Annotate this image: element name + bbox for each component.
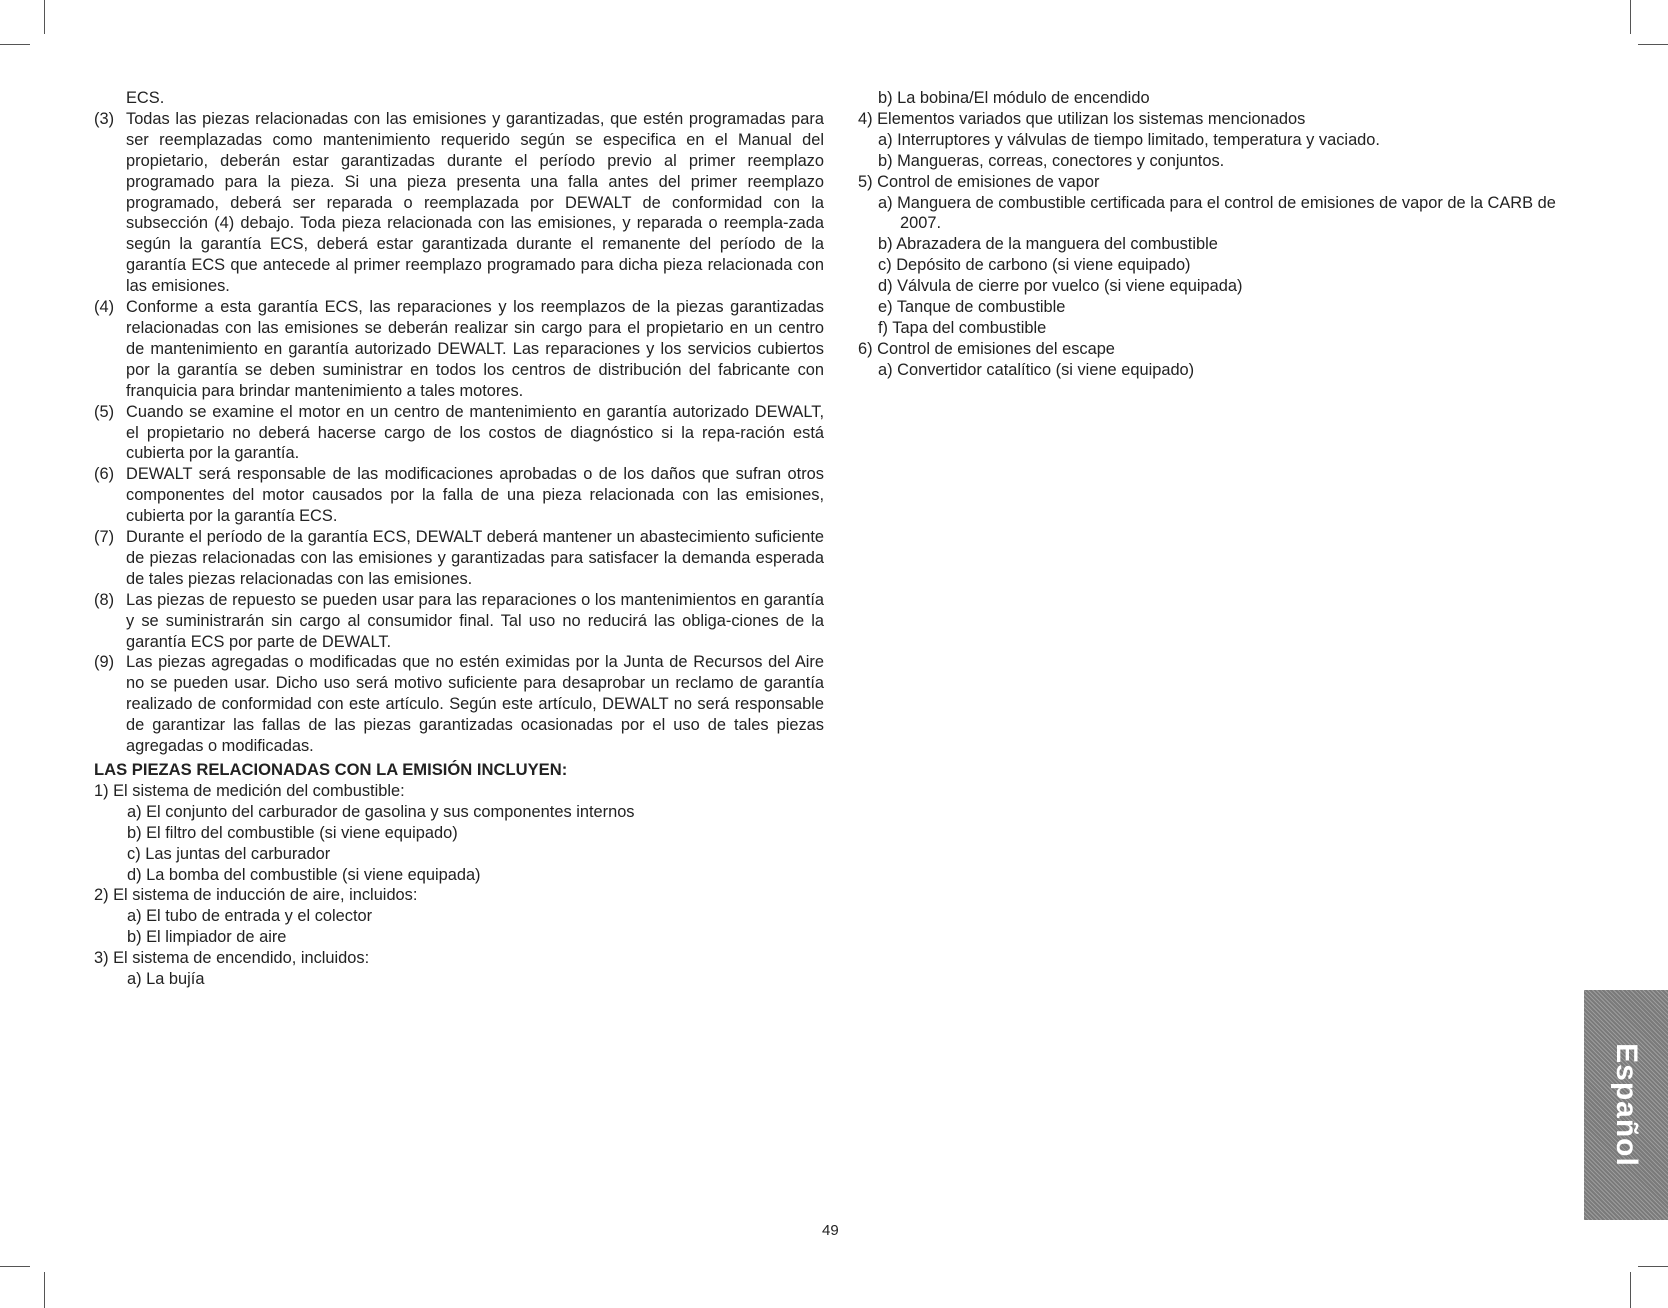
sub-list-item: a) Convertidor catalítico (si viene equipado) [878, 360, 1195, 379]
paragraph-number: (4) [94, 298, 115, 317]
crop-mark [44, 1272, 45, 1308]
language-side-tab [1584, 990, 1668, 1220]
paragraph-number: (7) [94, 528, 115, 547]
paragraph-number: (6) [94, 465, 115, 484]
sub-list-item: c) Las juntas del carburador [127, 844, 331, 863]
list-item: 3) El sistema de encendido, incluidos: [94, 949, 370, 968]
sub-list-item: e) Tanque de combustible [878, 298, 1066, 317]
paragraph-number: (8) [94, 590, 115, 609]
numbered-paragraph [94, 652, 824, 757]
paragraph-text: Todas las piezas relacionadas con las emisiones y garantizadas, que estén programadas para ser reemplazadas como mantenimiento requerido según se especifica en el Manual del propietario, deberán estar garantizadas durante el período previo al primer reemplazo programado para la pieza. Si una pieza presenta una falla antes del primer reemplazo programado, deberá ser reparada o reemplazada por DEWALT de conformidad con la subsección (4) debajo. Toda pieza relacionada con las emisiones, y reparada o reempla-zada según la garantía ECS, deberá estar garantizada durante el remanente del período de la garantía ECS que antecede al primer reemplazo programado para dicha pieza relacionada con las emisiones. [126, 109, 824, 296]
sub-list-item: f) Tapa del combustible [878, 318, 1047, 337]
sub-list-item: a) Interruptores y válvulas de tiempo limitado, temperatura y vaciado. [878, 130, 1380, 149]
list-item: 4) Elementos variados que utilizan los sistemas mencionados [858, 109, 1306, 128]
sub-list-item: c) Depósito de carbono (si viene equipado) [878, 256, 1191, 275]
crop-mark [44, 0, 45, 34]
crop-mark [1638, 44, 1668, 45]
sub-list-item: b) Mangueras, correas, conectores y conjuntos. [878, 151, 1225, 170]
paragraph-text: DEWALT será responsable de las modificaciones aprobadas o de los daños que sufran otros componentes del motor causados por la falla de una pieza relacionada con las emisiones, cubierta por la garantía ECS. [126, 465, 824, 526]
left-column [94, 88, 824, 990]
page-number: 49 [822, 1222, 839, 1239]
crop-mark [1630, 0, 1631, 34]
sub-list-item: a) Manguera de combustible certificada para el control de emisiones de vapor de la CARB de 2007. [878, 193, 1556, 233]
right-column [858, 88, 1586, 381]
crop-mark [0, 1266, 30, 1267]
numbered-paragraph [94, 109, 824, 297]
numbered-paragraph [94, 590, 824, 653]
list-item: 2) El sistema de inducción de aire, incluidos: [94, 886, 418, 905]
sub-list-item: b) La bobina/El módulo de encendido [878, 89, 1150, 107]
paragraph-text: Conforme a esta garantía ECS, las reparaciones y los reemplazos de la piezas garantizadas relacionadas con las emisiones se deberán realizar sin cargo para el propietario en un centro de mantenimiento en garantía autorizado DEWALT. Las reparaciones y los servicios cubiertos por la garantía se deben suministrar en todos los centros de distribución del fabricante con franquicia para brindar mantenimiento a tales motores. [126, 298, 824, 400]
sub-list-item: a) El tubo de entrada y el colector [127, 907, 373, 926]
crop-mark [0, 44, 30, 45]
list-item: 6) Control de emisiones del escape [858, 339, 1115, 358]
crop-mark [1638, 1266, 1668, 1267]
crop-mark [1630, 1272, 1631, 1308]
lead-text: ECS. [126, 89, 165, 107]
numbered-paragraph [94, 402, 824, 465]
sub-list-item: b) Abrazadera de la manguera del combustible [878, 235, 1218, 254]
paragraph-number: (3) [94, 109, 115, 128]
numbered-paragraph [94, 527, 824, 590]
section-heading: LAS PIEZAS RELACIONADAS CON LA EMISIÓN INCLUYEN: [94, 760, 568, 779]
sub-list-item: a) El conjunto del carburador de gasolina y sus componentes internos [127, 802, 635, 821]
numbered-paragraph [94, 464, 824, 527]
list-item: 1) El sistema de medición del combustible: [94, 781, 405, 800]
paragraph-text: Cuando se examine el motor en un centro de mantenimiento en garantía autorizado DEWALT, el propietario no deberá hacerse cargo de los costos de diagnóstico si la repa-ración está cubierta por la garantía. [126, 402, 824, 463]
sub-list-item: d) Válvula de cierre por vuelco (si viene equipada) [878, 277, 1243, 296]
paragraph-text: Las piezas agregadas o modificadas que no estén eximidas por la Junta de Recursos del Aire no se pueden usar. Dicho uso será motivo suficiente para desaprobar un reclamo de garantía realizado de conformidad con este artículo. Según este artículo, DEWALT no será responsable de garantizar las fallas de las piezas garantizadas ocasionadas por el uso de tales piezas agregadas o modificadas. [126, 653, 824, 756]
list-item: 5) Control de emisiones de vapor [858, 172, 1100, 191]
sub-list-item: b) El limpiador de aire [127, 928, 287, 947]
paragraph-number: (9) [94, 653, 115, 672]
paragraph-text: Durante el período de la garantía ECS, DEWALT deberá mantener un abastecimiento suficiente de piezas relacionadas con las emisiones y garantizadas para satisfacer la demanda esperada de tales piezas relacionadas con las emisiones. [126, 528, 824, 588]
sub-list-item: d) La bomba del combustible (si viene equipada) [127, 865, 481, 884]
sub-list-item: b) El filtro del combustible (si viene equipado) [127, 823, 458, 842]
language-tab-label: Español [1610, 1043, 1643, 1167]
paragraph-text: Las piezas de repuesto se pueden usar para las reparaciones o los mantenimientos en garantía y se suministrarán sin cargo al consumidor final. Tal uso no reducirá las obliga-ciones de la garantía ECS por parte de DEWALT. [126, 590, 824, 651]
numbered-paragraph [94, 297, 824, 402]
sub-list-item: a) La bujía [127, 970, 205, 989]
paragraph-number: (5) [94, 402, 115, 421]
